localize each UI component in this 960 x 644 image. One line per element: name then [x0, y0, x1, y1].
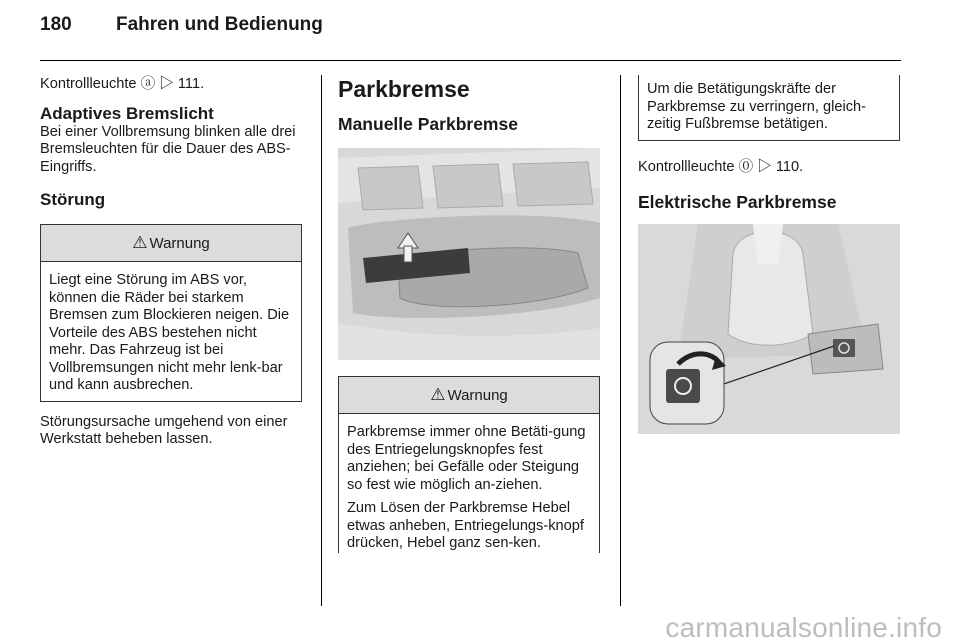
manual-handbrake-illustration [338, 148, 600, 360]
release-brake-text: Zum Lösen der Parkbremse Hebel etwas anheben, Entriegelungs-knopf drücken, Hebel ganz sen-ken. [347, 500, 584, 551]
abs-warning-box [40, 224, 302, 402]
header-rule [40, 60, 901, 61]
fault-heading: Störung [40, 190, 106, 209]
watermark: carmanualsonline.info [665, 612, 942, 643]
column-3 [638, 75, 900, 434]
info-box [638, 75, 900, 141]
column-divider-left [321, 75, 322, 606]
manual-parking-brake-heading: Manuelle Parkbremse [338, 114, 518, 134]
page-header [40, 14, 323, 36]
adaptive-brakelight-heading: Adaptives Bremslicht [40, 103, 214, 123]
warning-header [339, 377, 599, 414]
fault-instruction-text: Störungsursache umgehend von einer Werkstatt beheben lassen. [40, 413, 288, 447]
info-text: Um die Betätigungskräfte der Parkbremse zu verringern, gleich-zeitig Fußbremse betätigen. [647, 81, 866, 132]
abs-indicator-reference: Kontrollleuchte ⓐ ▷ 111. [40, 76, 205, 92]
parking-brake-warning-box [338, 376, 600, 553]
warning-triangle-icon: ⚠ [132, 233, 148, 252]
warning-title: Warnung [447, 386, 508, 404]
parking-brake-heading: Parkbremse [338, 76, 470, 102]
apply-brake-text: Parkbremse immer ohne Betäti-gung des Entriegelungsknopfes fest anziehen; bei Gefälle oder Steigung so fest wie möglich an-ziehen. [347, 424, 586, 493]
warning-body [339, 414, 599, 553]
adaptive-brakelight-text: Bei einer Vollbremsung blinken alle drei Bremsleuchten für die Dauer des ABS-Eingriffs. [40, 123, 296, 175]
column-2 [338, 76, 600, 553]
electric-parking-brake-illustration [638, 224, 900, 434]
column-1 [40, 70, 302, 449]
warning-header [41, 225, 301, 262]
page-number: 180 [40, 14, 72, 35]
brake-indicator-reference: Kontrollleuchte ⓪ ▷ 110. [638, 158, 804, 175]
warning-title: Warnung [149, 234, 210, 252]
warning-triangle-icon: ⚠ [430, 385, 446, 404]
column-divider-right [620, 75, 621, 606]
abs-warning-text: Liegt eine Störung im ABS vor, können die Räder bei starkem Bremsen zum Blockieren neigen. Die Vorteile des ABS bestehen nicht mehr. Das Fahrzeug ist bei Vollbremsungen nicht mehr lenk-bar und kann ausbrechen. [49, 272, 290, 393]
warning-body [41, 262, 301, 401]
page-title: Fahren und Bedienung [116, 14, 323, 35]
electric-parking-brake-heading: Elektrische Parkbremse [638, 192, 837, 212]
